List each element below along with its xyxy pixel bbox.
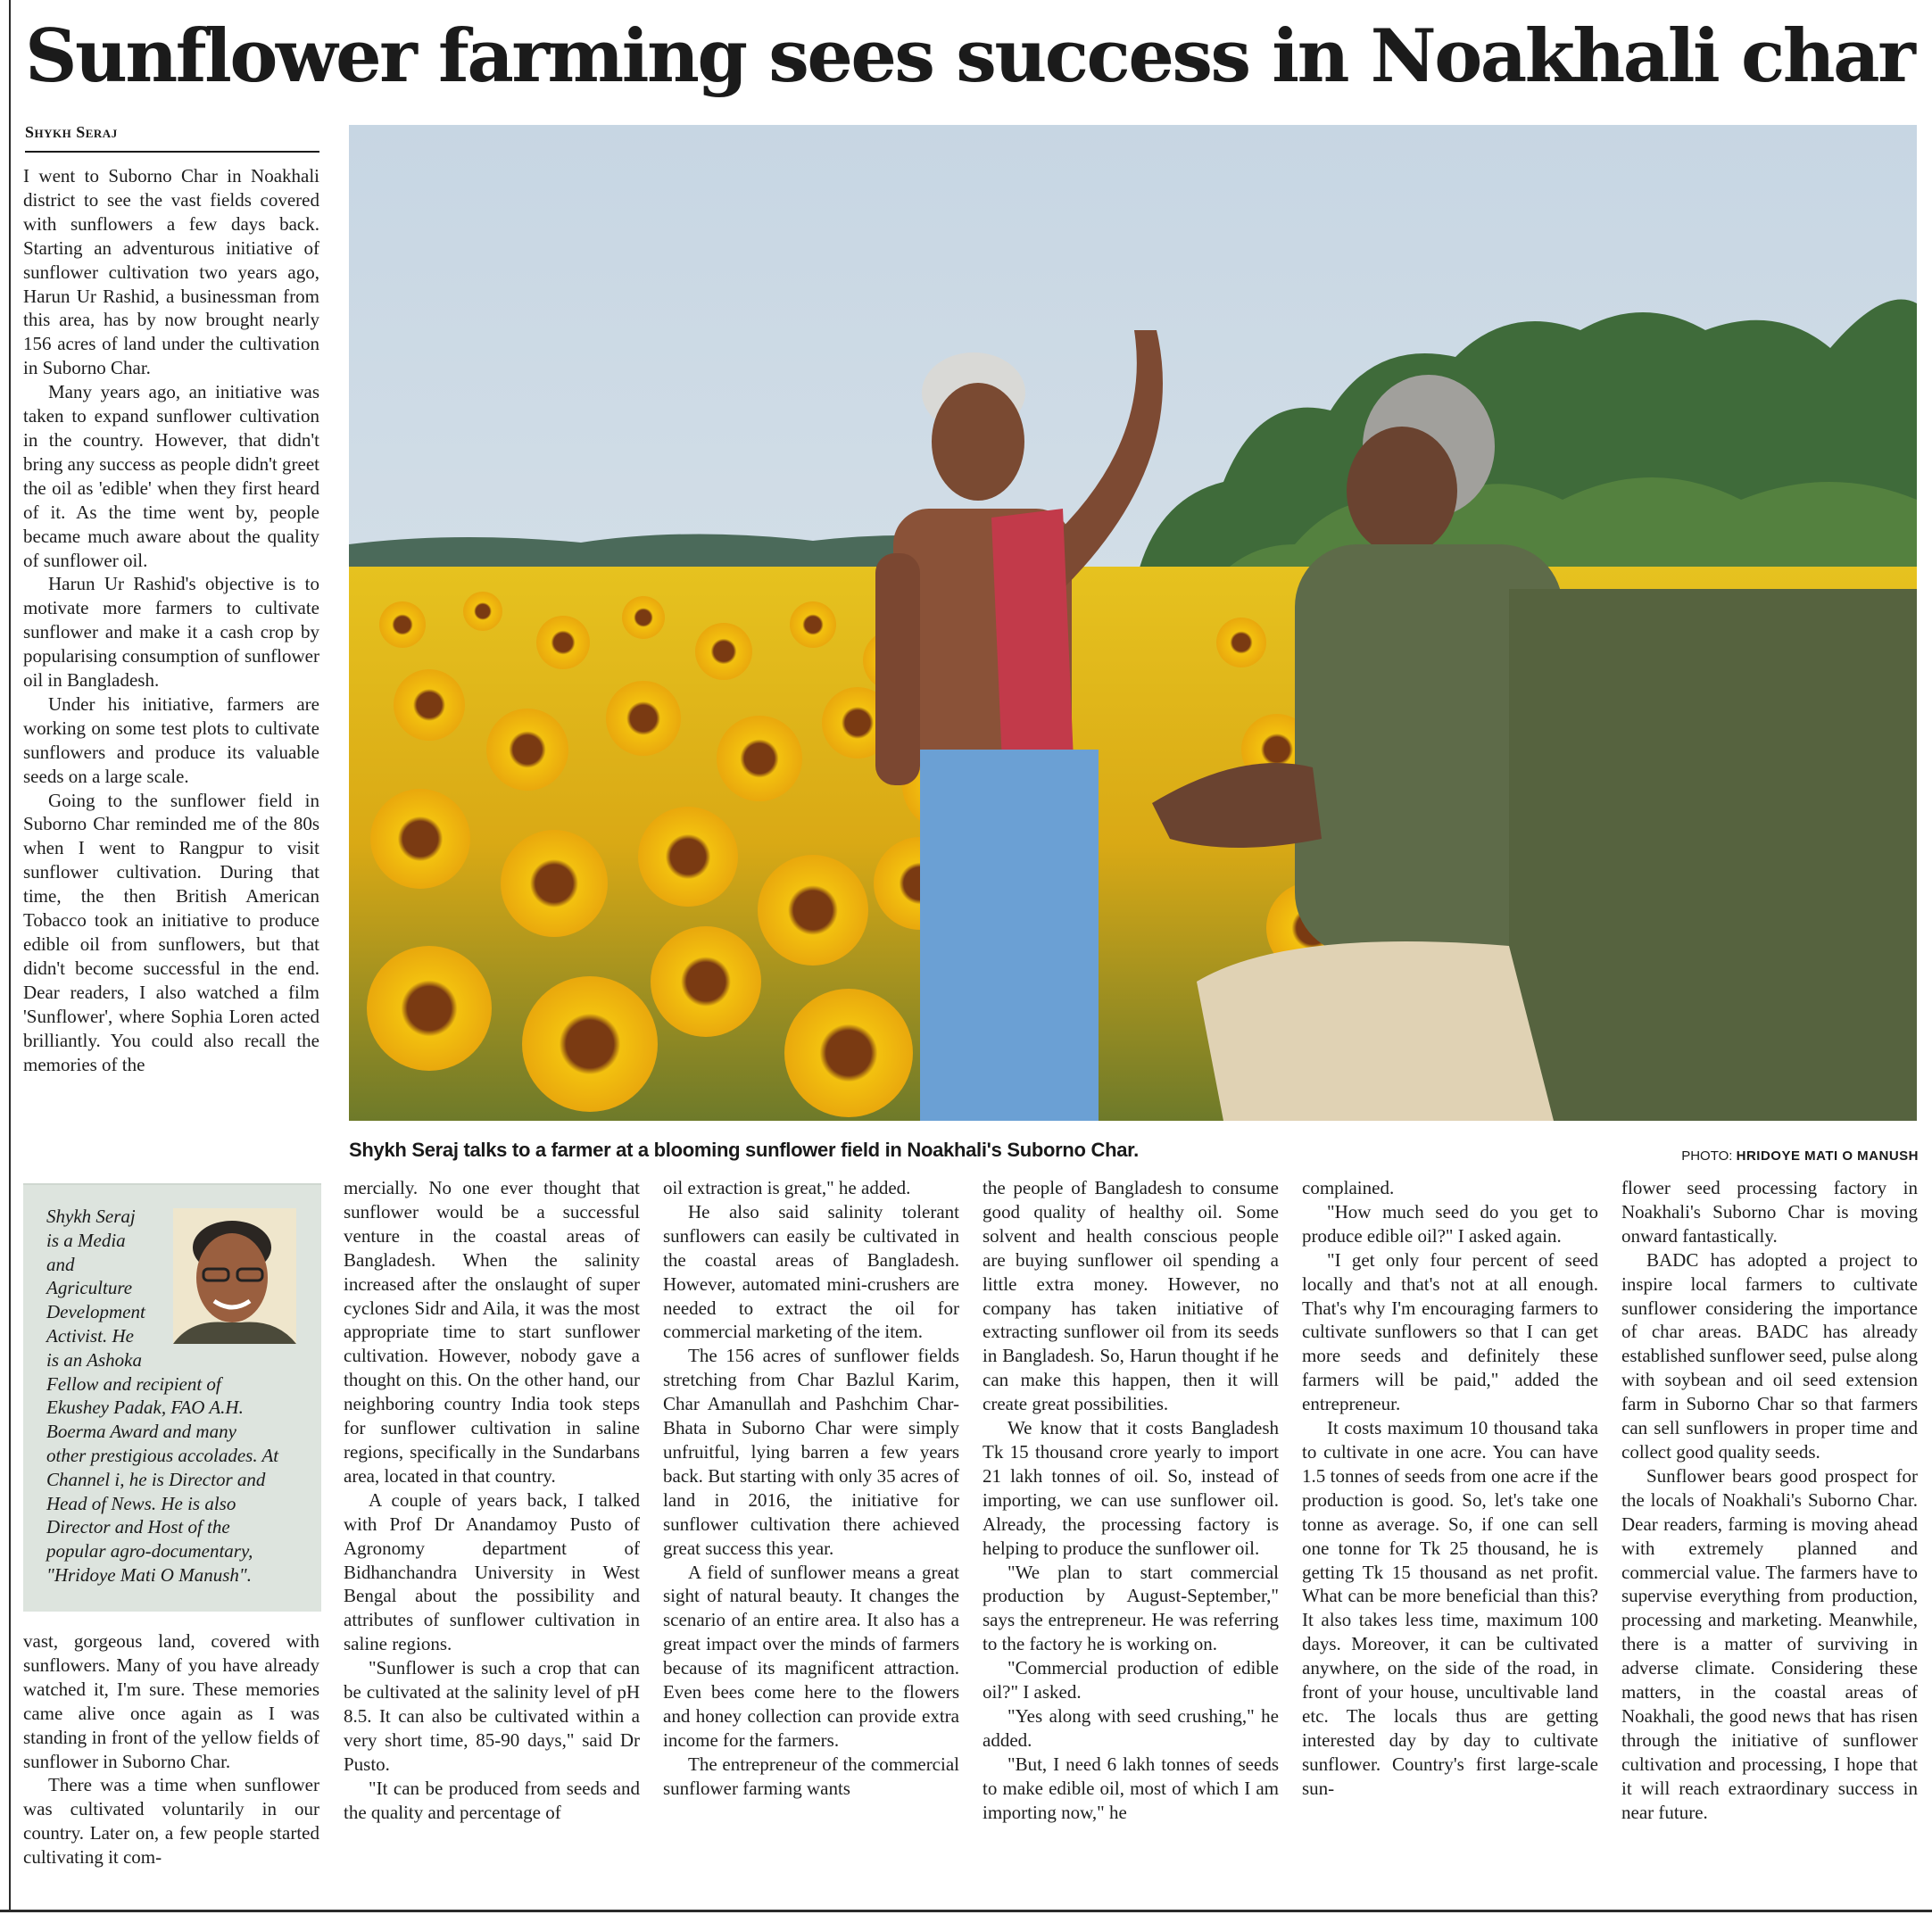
bio-line: and	[46, 1253, 75, 1275]
bio-line: Agriculture	[46, 1277, 133, 1299]
bio-line: is an Ashoka	[46, 1348, 142, 1371]
article-paragraph: "Commercial production of edible oil?" I asked.	[983, 1657, 1279, 1703]
article-paragraph: A field of sunflower means a great sight of natural beauty. It changes the scenario of an entire area. It also has a great impact over the minds of farmers because of its magnificent attraction. Even bees come here to the flowers and honey collection can provide extra income for the farmers.	[663, 1561, 959, 1751]
bio-line: popular agro-documentary,	[46, 1540, 253, 1562]
article-paragraph: BADC has adopted a project to inspire local farmers to cultivate sunflower considering the importance of char areas. BADC has already established sunflower seed, pulse along with soybean and oil seed extension farm in Suborno Char so that farmers can sell sunflowers in proper time and collect good quality seeds.	[1621, 1248, 1918, 1463]
photo-credit-label: PHOTO:	[1681, 1148, 1733, 1164]
article-paragraph: the people of Bangladesh to consume good quality of healthy oil. Some solvent and health conscious people are buying sunflower oil spending a little extra money. However, no company has taken initiative of extracting sunflower oil from its seeds in Bangladesh. So, Harun thought if he can make this happen, then it will create great possibilities.	[983, 1177, 1279, 1415]
article-photo	[349, 125, 1917, 1121]
article-paragraph: "It can be produced from seeds and the quality and percentage of	[344, 1777, 640, 1823]
byline: Shykh Seraj	[25, 123, 319, 153]
article-paragraph: I went to Suborno Char in Noakhali district to see the vast fields covered with sunflowers a few days back. Starting an adventurous initiative of sunflower cultivation two years ago, Harun Ur Rashid, a businessman from this area, has by now brought nearly 156 acres of land under the cultivation in Suborno Char.	[23, 165, 319, 379]
article-paragraph: flower seed processing factory in Noakhali's Suborno Char is moving onward fantastically.	[1621, 1177, 1918, 1247]
article-paragraph: It costs maximum 10 thousand taka to cultivate in one acre. You can have 1.5 tonnes of seeds from one acre if the production is good. So, let's take one tonne as average. So, if one can sell one tonne for Tk 25 thousand, he is getting Tk 15 thousand as net profit. What can be more beneficial than this? It also takes less time, maximum 100 days. Moreover, it can be cultivated anywhere, on the side of the road, in front of your house, uncultivable land etc. The locals thus are getting interested day by day to cultivate sunflower. Country's first large-scale sun-	[1302, 1417, 1598, 1799]
headline: Sunflower farming sees success in Noakhali char	[25, 14, 1914, 99]
article-column-3	[663, 1176, 959, 1801]
bio-line: Head of News. He is also	[46, 1492, 236, 1514]
article-column-5	[1302, 1176, 1598, 1801]
article-paragraph: complained.	[1302, 1177, 1395, 1198]
article-column-1-top	[23, 164, 319, 1076]
bio-line: "Hridoye Mati O Manush".	[46, 1563, 252, 1586]
page-left-rule	[9, 0, 11, 1911]
article-column-4	[983, 1176, 1279, 1824]
article-paragraph: He also said salinity tolerant sunflowers can easily be cultivated in the coastal areas of Bangladesh. However, automated mini-crushers are needed to extract the oil for commercial marketing of the item.	[663, 1200, 959, 1343]
article-paragraph: The 156 acres of sunflower fields stretching from Char Bazlul Karim, Char Amanullah and Pashchim Char-Bhata in Suborno Char were simply unfruitful, lying barren a few years back. But starting with only 35 acres of land in 2016, the initiative for sunflower cultivation there achieved great success this year.	[663, 1345, 959, 1559]
article-paragraph: A couple of years back, I talked with Prof Dr Anandamoy Pusto of Agronomy department of Bidhanchandra University in West Bengal about the possibility and attributes of sunflower cultivation in saline regions.	[344, 1488, 640, 1655]
bio-line: Activist. He	[46, 1324, 134, 1347]
article-paragraph: We know that it costs Bangladesh Tk 15 thousand crore yearly to import 21 lakh tonnes of oil. So, instead of importing, we can use sunflower oil. Already, the processing factory is helping to produce the sunflower oil.	[983, 1417, 1279, 1559]
article-paragraph: The entrepreneur of the commercial sunflower farming wants	[663, 1753, 959, 1799]
article-paragraph: Going to the sunflower field in Suborno Char reminded me of the 80s when I went to Rangpur to visit sunflower cultivation. During that time, the then British American Tobacco took an initiative to produce edible oil from sunflowers, but that didn't become successful in the end. Dear readers, I also watched a film 'Sunflower', where Sophia Loren acted brilliantly. You could also recall the memories of the	[23, 789, 319, 1075]
bio-line: other prestigious accolades. At	[46, 1444, 279, 1466]
article-paragraph: oil extraction is great," he added.	[663, 1177, 911, 1198]
article-paragraph: Sunflower bears good prospect for the locals of Noakhali's Suborno Char. Dear readers, farming is moving ahead with extremely planned and commercial value. The farmers have to supervise everything from production, processing and marketing. Meanwhile, there is a matter of surviving in adverse climate. Considering these matters, in the coastal areas of Noakhali, the good news that has risen through the initiative of sunflower cultivation and processing, I hope that it will reach extraordinary success in near future.	[1621, 1464, 1918, 1823]
article-column-1-bottom	[23, 1629, 319, 1869]
photo-credit	[1517, 1148, 1919, 1164]
article-paragraph: "We plan to start commercial production by August-September," says the entrepreneur. He was referring to the factory he is working on.	[983, 1561, 1279, 1655]
article-column-2	[344, 1176, 640, 1824]
article-paragraph: Harun Ur Rashid's objective is to motivate more farmers to cultivate sunflower and make it a cash crop by popularising consumption of sunflower oil in Bangladesh.	[23, 573, 319, 692]
article-paragraph: "But, I need 6 lakh tonnes of seeds to make edible oil, most of which I am importing now," he	[983, 1753, 1279, 1823]
bio-line: Fellow and recipient of	[46, 1372, 221, 1395]
article-paragraph: Many years ago, an initiative was taken to expand sunflower cultivation in the country. However, that didn't bring any success as people didn't greet the oil as 'edible' when they first heard of it. As the time went by, people became much aware about the quality of sunflower oil.	[23, 381, 319, 571]
bio-line: Boerma Award and many	[46, 1421, 236, 1443]
bio-line: is a Media	[46, 1229, 126, 1251]
bio-line: Development	[46, 1301, 145, 1323]
page-bottom-rule	[0, 1910, 1932, 1912]
author-bio-box	[23, 1183, 321, 1612]
article-paragraph: vast, gorgeous land, covered with sunflowers. Many of you have already watched it, I'm sure. These memories came alive once again as I was standing in front of the yellow fields of sunflower in Suborno Char.	[23, 1630, 319, 1772]
bio-line: Shykh Seraj	[46, 1206, 136, 1227]
article-paragraph: "How much seed do you get to produce edible oil?" I asked again.	[1302, 1200, 1598, 1247]
photo-caption: Shykh Seraj talks to a farmer at a blooming sunflower field in Noakhali's Suborno Char.	[349, 1139, 1139, 1161]
article-paragraph: Under his initiative, farmers are working on some test plots to cultivate sunflowers and produce its valuable seeds on a large scale.	[23, 692, 319, 787]
article-paragraph: "Sunflower is such a crop that can be cultivated at the salinity level of pH 8.5. It can also be cultivated within a very short time, 85-90 days," said Dr Pusto.	[344, 1657, 640, 1775]
author-bio	[46, 1205, 319, 1587]
article-paragraph: "Yes along with seed crushing," he added.	[983, 1704, 1279, 1751]
article-paragraph: mercially. No one ever thought that sunflower would be a successful venture in the coastal areas of Bangladesh. When the salinity increased after the onslaught of super cyclones Sidr and Aila, it was the most appropriate time to start sunflower cultivation. However, nobody gave a thought on this. On the other hand, our neighboring country India took steps for sunflower cultivation in saline regions, specifically in the Sundarbans area, located in that country.	[344, 1177, 640, 1487]
bio-line: Ekushey Padak, FAO A.H.	[46, 1397, 244, 1419]
bio-line: Director and Host of the	[46, 1516, 230, 1538]
bio-line: Channel i, he is Director and	[46, 1468, 266, 1490]
article-paragraph: "I get only four percent of seed locally and that's not at all enough. That's why I'm encouraging farmers to cultivate sunflowers so that I can get more seeds and definitely these farmers will be paid," added the entrepreneur.	[1302, 1248, 1598, 1415]
article-column-6	[1621, 1176, 1918, 1824]
article-paragraph: There was a time when sunflower was cultivated voluntarily in our country. Later on, a few people started cultivating it com-	[23, 1774, 319, 1869]
photo-credit-name: HRIDOYE MATI O MANUSH	[1736, 1148, 1919, 1164]
